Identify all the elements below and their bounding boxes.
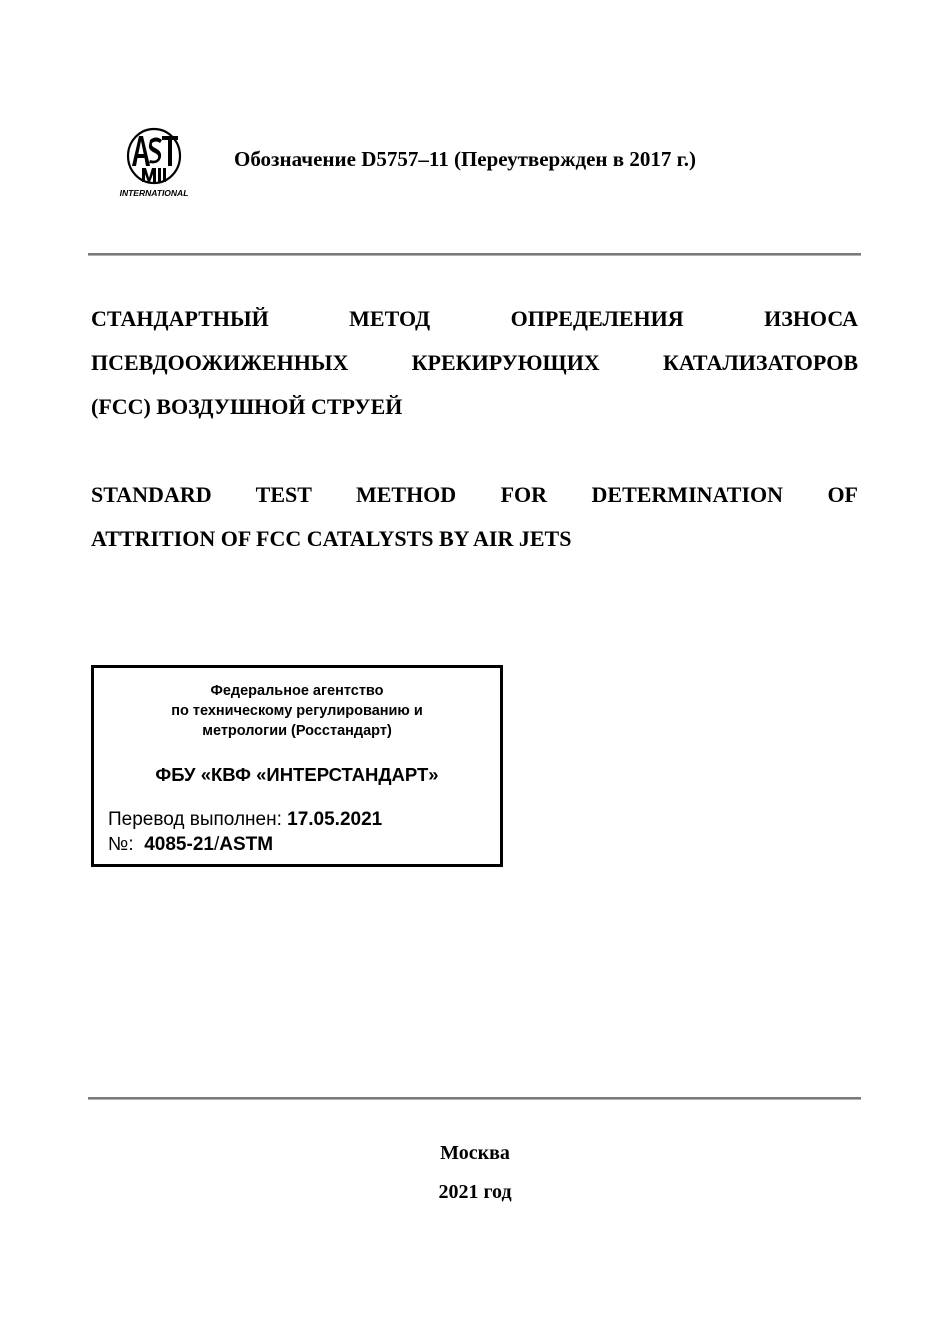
document-designation: Обозначение D5757–11 (Переутвержден в 2017 г.) (234, 147, 696, 171)
title-russian (91, 297, 858, 429)
publication-city: Москва (440, 1142, 510, 1164)
title-english (91, 473, 858, 561)
astm-logo (112, 126, 196, 200)
publication-year: 2021 год (438, 1181, 512, 1203)
top-divider (88, 253, 861, 256)
title-russian-line: (FCC) ВОЗДУШНОЙ СТРУЕЙ (91, 394, 403, 419)
logo-caption: INTERNATIONAL (119, 188, 189, 198)
stamp-number-label: №: (108, 834, 134, 855)
stamp-translation-date (108, 809, 382, 831)
title-english-line: ATTRITION OF FCC CATALYSTS BY AIR JETS (91, 526, 572, 551)
stamp-date-label: Перевод выполнен: (108, 809, 282, 830)
title-russian-line: СТАНДАРТНЫЙ МЕТОД ОПРЕДЕЛЕНИЯ ИЗНОСА (91, 306, 858, 331)
bottom-divider (88, 1097, 861, 1100)
stamp-agency (94, 681, 500, 741)
stamp-agency-line: Федеральное агентство (210, 683, 384, 699)
stamp-agency-line: по техническому регулированию и (171, 703, 423, 719)
translation-stamp (91, 665, 503, 867)
astm-international-logo-icon (112, 126, 196, 200)
title-english-line: STANDARD TEST METHOD FOR DETERMINATION OF (91, 482, 858, 507)
stamp-organization: ФБУ «КВФ «ИНТЕРСТАНДАРТ» (155, 764, 439, 785)
stamp-number-suffix: ASTM (219, 834, 274, 855)
stamp-date-value: 17.05.2021 (287, 809, 383, 830)
title-russian-line: ПСЕВДООЖИЖЕННЫХ КРЕКИРУЮЩИХ КАТАЛИЗАТОРОВ (91, 350, 858, 375)
stamp-number-separator: / (213, 834, 220, 855)
stamp-number-value: 4085-21 (144, 834, 214, 855)
stamp-agency-line: метрологии (Росстандарт) (202, 723, 392, 739)
stamp-translation-number (108, 834, 273, 856)
